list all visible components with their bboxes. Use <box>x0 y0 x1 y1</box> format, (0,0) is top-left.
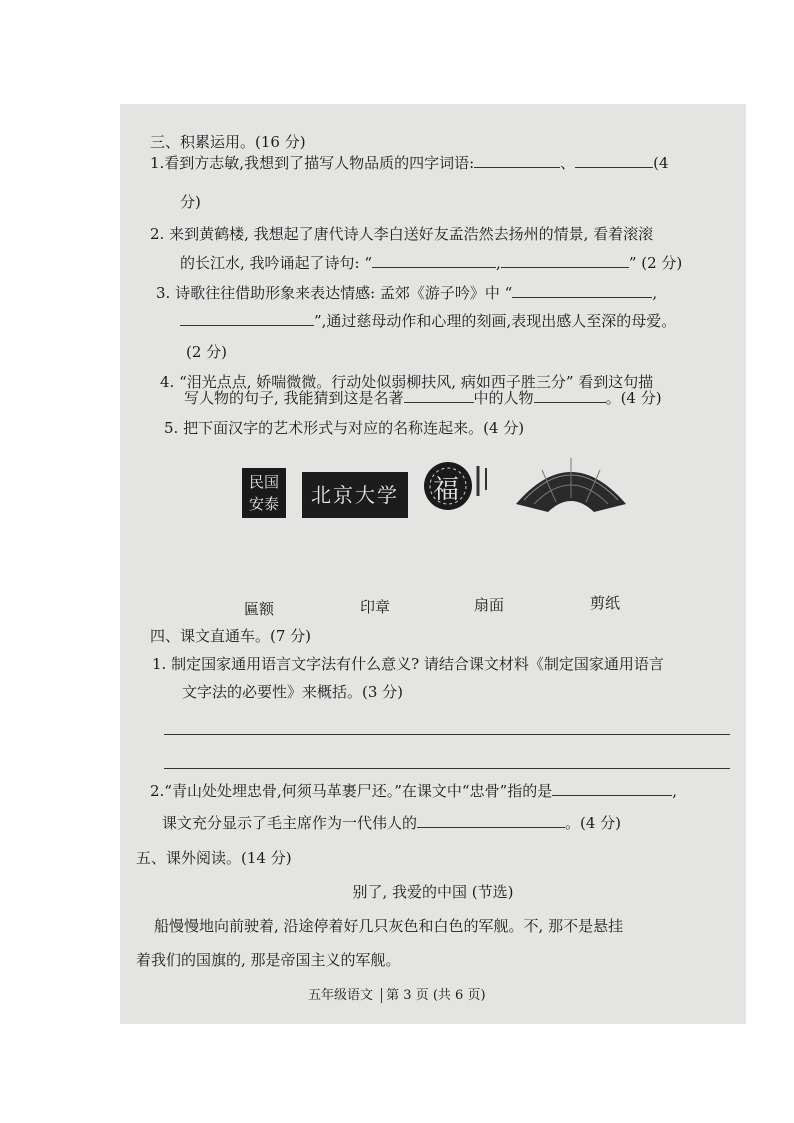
art-name-plaque: 匾额 <box>244 600 275 618</box>
answer-blank[interactable] <box>404 387 474 403</box>
answer-blank[interactable] <box>534 387 606 403</box>
page-footer <box>308 984 486 1003</box>
q1-score: (4 <box>653 154 669 172</box>
answer-line[interactable] <box>164 734 730 735</box>
answer-blank[interactable] <box>512 282 652 298</box>
separator: , <box>652 284 658 302</box>
art-name-fan: 扇面 <box>474 596 505 614</box>
q1-text: 1.看到方志敏,我想到了描写人物品质的四字词语: <box>150 154 475 172</box>
question-3-2: 2. 来到黄鹤楼, 我想起了唐代诗人李白送好友孟浩然去扬州的情景, 看着滚滚 <box>150 225 654 243</box>
q2-text: 的长江水, 我吟诵起了诗句: “ <box>180 254 373 272</box>
question-3-5: 5. 把下面汉字的艺术形式与对应的名称连起来。(4 分) <box>164 419 525 437</box>
question-3-3-score: (2 分) <box>186 343 228 361</box>
question-3-1-score: 分) <box>180 193 201 211</box>
answer-blank[interactable] <box>501 252 629 268</box>
answer-line[interactable] <box>164 768 730 769</box>
question-4-2 <box>150 780 677 801</box>
question-4-1-cont: 文字法的必要性》来概括。(3 分) <box>182 683 404 701</box>
question-4-1: 1. 制定国家通用语言文字法有什么意义? 请结合课文材料《制定国家通用语言 <box>152 655 664 673</box>
q3-text: 3. 诗歌往往借助形象来表达情感: 孟郊《游子吟》中 “ <box>156 284 513 302</box>
question-3-4-cont <box>184 387 662 408</box>
reading-paragraph-line-2: 着我们的国旗的, 那是帝国主义的军舰。 <box>136 951 401 969</box>
answer-blank[interactable] <box>474 152 560 168</box>
answer-blank[interactable] <box>417 812 565 828</box>
q4-2-text-cont: 课文充分显示了毛主席作为一代伟人的 <box>162 814 418 832</box>
q4-text: 写人物的句子, 我能猜到这是名著 <box>184 389 404 407</box>
question-4-2-cont <box>162 812 621 833</box>
reading-title: 别了, 我爱的中国 (节选) <box>352 883 514 901</box>
question-3-4: 4. “泪光点点, 娇喘微微。行动处似弱柳扶风, 病如西子胜三分” 看到这句描 <box>160 373 654 391</box>
q2-score: ” (2 分) <box>628 254 683 272</box>
question-3-3 <box>156 282 657 303</box>
q4-text-2: 中的人物 <box>473 389 534 407</box>
answer-blank[interactable] <box>372 252 496 268</box>
q4-2-score: 。(4 分) <box>565 814 622 832</box>
round-seal-char: 福 <box>433 475 460 505</box>
footer-subject: 五年级语文 <box>308 988 374 1003</box>
calligraphy-plaque-image: 北京大学 <box>302 472 408 518</box>
answer-blank[interactable] <box>180 310 314 326</box>
q3-text-cont: ”,通过慈母动作和心理的刻画,表现出感人至深的母爱。 <box>314 312 677 330</box>
footer-page: 第 3 页 <box>386 988 429 1003</box>
fan-icon <box>512 454 630 516</box>
seal-text-bottom: 安泰 <box>248 495 279 513</box>
question-3-1 <box>150 152 669 173</box>
seal-text-top: 民国 <box>248 473 279 491</box>
q4-2-text: 2.“青山处处埋忠骨,何须马革裹尸还。”在课文中“忠骨”指的是 <box>150 782 553 800</box>
reading-paragraph-line-1: 船慢慢地向前驶着, 沿途停着好几只灰色和白色的军舰。不, 那不是悬挂 <box>154 917 624 935</box>
art-name-seal: 印章 <box>360 598 391 616</box>
q4-score: 。(4 分) <box>605 389 662 407</box>
answer-blank[interactable] <box>575 152 653 168</box>
round-seal-image <box>420 456 498 522</box>
section-5-heading: 五、课外阅读。(14 分) <box>136 849 292 867</box>
section-4-heading: 四、课文直通车。(7 分) <box>150 627 312 645</box>
question-3-3-cont <box>180 310 676 331</box>
fan-image <box>512 454 630 516</box>
question-3-2-cont <box>180 252 682 273</box>
section-3-heading: 三、积累运用。(16 分) <box>150 133 306 151</box>
art-name-papercut: 剪纸 <box>590 594 621 612</box>
separator: , <box>496 254 501 272</box>
square-seal-image <box>242 468 286 518</box>
footer-total: (共 6 页) <box>432 988 486 1003</box>
separator: 、 <box>560 154 576 172</box>
answer-blank[interactable] <box>552 780 672 796</box>
exam-page <box>120 104 746 1024</box>
footer-divider <box>381 988 382 1003</box>
separator: , <box>672 782 678 800</box>
